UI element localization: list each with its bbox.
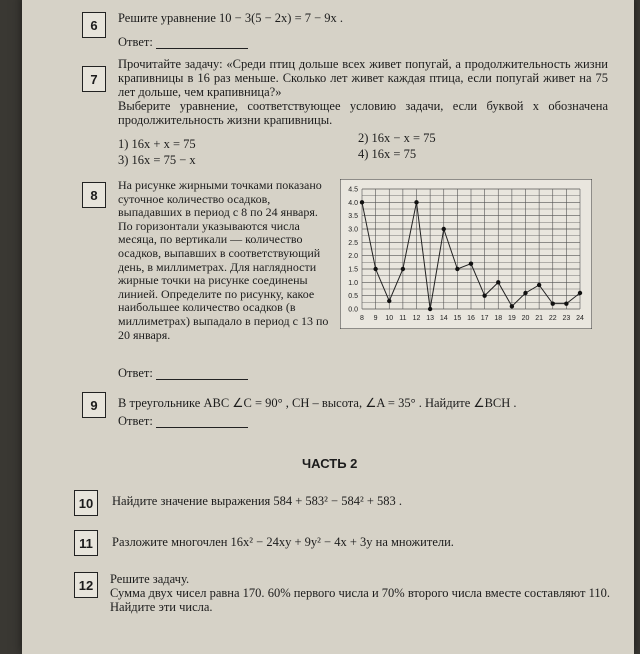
answer-line[interactable] bbox=[156, 48, 248, 49]
task-6-text: Решите уравнение 10 − 3(5 − 2x) = 7 − 9x . bbox=[118, 11, 344, 25]
y-tick-label: 0.5 bbox=[348, 293, 358, 301]
y-tick-label: 4.0 bbox=[348, 199, 358, 207]
answer-line[interactable] bbox=[156, 379, 248, 380]
y-tick-label: 4.5 bbox=[348, 186, 358, 194]
x-tick-label: 24 bbox=[576, 315, 584, 322]
answer-label: Ответ: bbox=[118, 35, 153, 49]
x-tick-label: 13 bbox=[426, 315, 435, 322]
y-tick-label: 1.0 bbox=[348, 279, 358, 287]
y-tick-label: 3.5 bbox=[348, 213, 358, 221]
data-point bbox=[578, 291, 582, 295]
task-number-11: 11 bbox=[74, 530, 98, 556]
x-tick-label: 17 bbox=[480, 315, 489, 322]
x-tick-label: 11 bbox=[399, 315, 407, 322]
task-7-text bbox=[118, 57, 608, 127]
task-12-problem: Сумма двух чисел равна 170. 60% первого числа и 70% второго числа вместе составляют 110. Найдите эти числа. bbox=[110, 586, 610, 614]
x-tick-label: 12 bbox=[412, 315, 421, 322]
y-tick-label: 2.5 bbox=[348, 239, 358, 247]
task-number-12: 12 bbox=[74, 572, 98, 598]
task-number-6: 6 bbox=[82, 12, 106, 38]
data-point bbox=[469, 261, 473, 265]
x-tick-label: 8 bbox=[360, 315, 364, 322]
x-tick-label: 22 bbox=[548, 315, 557, 322]
data-point bbox=[537, 283, 541, 287]
data-point bbox=[360, 200, 364, 204]
data-point bbox=[496, 280, 500, 284]
data-point bbox=[482, 293, 486, 297]
y-tick-label: 0.0 bbox=[348, 306, 358, 314]
part-2-heading: ЧАСТЬ 2 bbox=[302, 456, 358, 471]
task-11-text: Разложите многочлен 16x² − 24xy + 9y² − 4x + 3y на множители. bbox=[112, 535, 454, 549]
task-7-option-2[interactable]: 2) 16x − x = 75 bbox=[358, 131, 436, 145]
x-tick-label: 23 bbox=[562, 315, 571, 322]
y-tick-label: 1.5 bbox=[348, 266, 358, 274]
task-12-text bbox=[110, 572, 610, 614]
task-number-8: 8 bbox=[82, 182, 106, 208]
answer-label: Ответ: bbox=[118, 414, 153, 428]
x-tick-label: 18 bbox=[494, 315, 503, 322]
task-8-text: На рисунке жирными точками показано суточное количество осадков, выпадавших в период с 8 по 24 января. По горизонтали указываются числа месяца, по вертикали — количество осадков, выпавших в соответствующий день, в миллиметрах. Для наглядности жирные точки на рисунке соединены линией. Определите по рисунку, какое наибольшее количество осадков (в миллиметрах) выпадало в период с 13 по 20 января. bbox=[118, 178, 329, 342]
task-8-answer bbox=[118, 366, 248, 380]
x-tick-label: 10 bbox=[385, 315, 394, 322]
worksheet-page bbox=[22, 0, 634, 654]
x-tick-label: 15 bbox=[453, 315, 462, 322]
answer-line[interactable] bbox=[156, 427, 248, 428]
x-tick-label: 14 bbox=[439, 315, 448, 322]
task-7-option-3[interactable]: 3) 16x = 75 − x bbox=[118, 153, 196, 167]
data-point bbox=[523, 291, 527, 295]
data-point bbox=[551, 301, 555, 305]
y-tick-label: 2.0 bbox=[348, 253, 358, 261]
data-point bbox=[455, 267, 459, 271]
task-9-text: В треугольнике ABC ∠C = 90° , CH – высота, ∠A = 35° . Найдите ∠BCH . bbox=[118, 396, 517, 410]
precipitation-chart bbox=[340, 179, 592, 329]
task-7-option-1[interactable]: 1) 16x + x = 75 bbox=[118, 137, 196, 151]
chart-frame bbox=[340, 179, 592, 329]
task-12-intro: Решите задачу. bbox=[110, 572, 190, 586]
task-6-answer bbox=[118, 35, 248, 49]
data-point bbox=[428, 307, 432, 311]
x-tick-label: 19 bbox=[507, 315, 516, 322]
x-tick-label: 20 bbox=[521, 315, 530, 322]
task-10-text: Найдите значение выражения 584 + 583² − 584² + 583 . bbox=[112, 494, 403, 508]
data-point bbox=[564, 301, 568, 305]
task-number-10: 10 bbox=[74, 490, 98, 516]
data-point bbox=[510, 304, 514, 308]
task-7-problem: Прочитайте задачу: «Среди птиц дольше всех живет попугай, а продолжительность жизни крапивницы в 16 раз меньше. Сколько лет живет каждая птица, если попугай живет на 75 лет дольше, чем крапивница?» bbox=[118, 57, 608, 99]
task-number-9: 9 bbox=[82, 392, 106, 418]
data-point bbox=[401, 267, 405, 271]
y-tick-label: 3.0 bbox=[348, 226, 358, 234]
x-tick-label: 16 bbox=[467, 315, 475, 322]
answer-label: Ответ: bbox=[118, 366, 153, 380]
data-point bbox=[414, 200, 418, 204]
task-9-answer bbox=[118, 414, 248, 428]
data-point bbox=[387, 299, 391, 303]
task-7-instruction: Выберите уравнение, соответствующее условию задачи, если буквой x обозначена продолжительность жизни крапивницы. bbox=[118, 99, 608, 127]
data-point bbox=[373, 267, 377, 271]
task-7-option-4[interactable]: 4) 16x = 75 bbox=[358, 147, 417, 161]
x-tick-label: 9 bbox=[373, 315, 378, 322]
data-point bbox=[442, 227, 446, 231]
x-tick-label: 21 bbox=[535, 315, 544, 322]
task-number-7: 7 bbox=[82, 66, 106, 92]
